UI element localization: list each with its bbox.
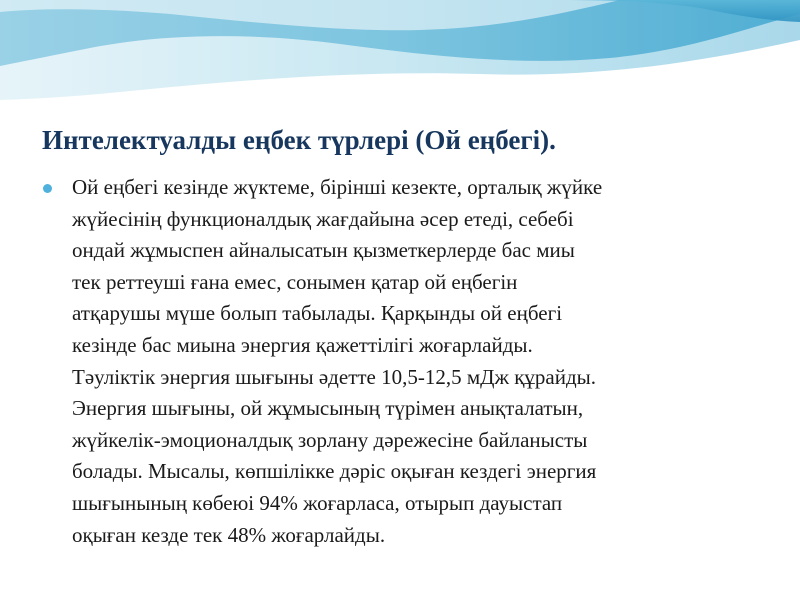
bullet-line: шығынының көбеюі 94% жоғарласа, отырып дауыстап bbox=[72, 490, 563, 515]
wave-header-decoration bbox=[0, 0, 800, 110]
bullet-dot-icon bbox=[43, 184, 52, 193]
bullet-item bbox=[40, 172, 780, 551]
bullet-line: жүйесінің функционалдық жағдайына әсер етеді, себебі bbox=[72, 206, 574, 231]
bullet-line: жүйкелік-эмоционалдық зорлану дәрежесіне байланысты bbox=[72, 427, 588, 452]
slide-title: Интелектуалды еңбек түрлері (Ой еңбегі). bbox=[42, 125, 556, 155]
bullet-line: Энергия шығыны, ой жұмысының түрімен анықталатын, bbox=[72, 396, 584, 421]
bullet-text bbox=[72, 172, 780, 551]
bullet-line: болады. Мысалы, көпшілікке дәріс оқыған кездегі энергия bbox=[72, 459, 597, 484]
bullet-line: оқыған кезде тек 48% жоғарлайды. bbox=[72, 522, 386, 547]
bullet-line: тек реттеуші ғана емес, сонымен қатар ой еңбегін bbox=[72, 269, 518, 294]
bullet-line: Тәуліктік энергия шығыны әдетте 10,5-12,5 мДж құрайды. bbox=[72, 364, 597, 389]
bullet-line: кезінде бас миына энергия қажеттілігі жоғарлайды. bbox=[72, 332, 533, 357]
bullet-line: атқарушы мүше болып табылады. Қарқынды ой еңбегі bbox=[72, 301, 563, 326]
bullet-line: ондай жұмыспен айналысатын қызметкерлерде бас миы bbox=[72, 238, 575, 263]
bullet-line: Ой еңбегі кезінде жүктеме, бірінші кезекте, орталық жүйке bbox=[72, 175, 603, 199]
slide-content bbox=[40, 172, 780, 551]
